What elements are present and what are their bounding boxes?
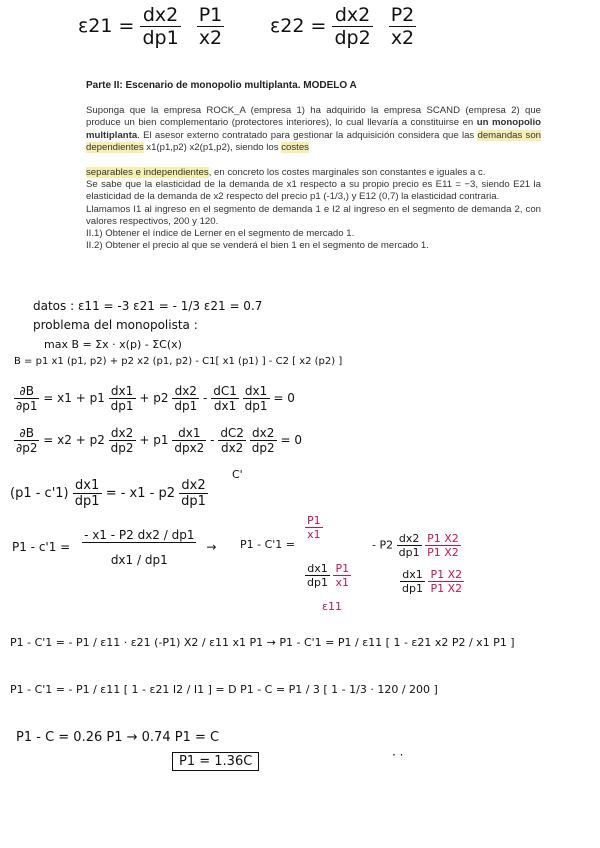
equation-4: P1 - c'1 = $\frac{- x1 - P2 dx2 / dp1}{dx1 / dp1}$ → — [12, 528, 217, 567]
equation-4-rhs: P1 - C'1 = — [240, 538, 296, 551]
e11-red-label: ε11 — [322, 600, 342, 613]
problem-heading: problema del monopolista : — [33, 318, 198, 332]
equation-7: P1 - C = 0.26 P1 → 0.74 P1 = C — [16, 730, 220, 745]
equation-3: (p1 - c'1) $\frac{dx1}{dp1}$ = - x1 - p2 $\frac{dx2}{dp1}$ — [10, 478, 206, 509]
highlight-costs: costes — [281, 141, 309, 153]
e21-fraction-2: $\frac{P1}{x2}$ — [198, 4, 223, 49]
section-title: Parte II: Escenario de monopolio multiplanta. MODELO A — [86, 80, 357, 91]
e21-definition — [78, 4, 224, 49]
foc-p2: $\frac{\partial B}{\partial p2}$ = x2 + p2 $\frac{dx2}{dp2}$ + p1 $\frac{dx1}{\text{dpx2}}$ - $\frac{dC2}{dx2}$ $\frac{dx2}{dp2}$ = 0 — [16, 426, 302, 455]
e22-fraction-2: $\frac{P2}{x2}$ — [390, 4, 415, 49]
c-prime-note: C' — [232, 468, 243, 481]
max-profit: max B = Σx · x(p) - ΣC(x) — [44, 338, 182, 351]
e22-definition — [270, 4, 416, 49]
paragraph-elasticities: Se sabe que la elasticidad de la demanda de x1 respecto a su propio precio es E11 = −3, siendo E21 la elasticidad de la demanda de x2 respecto del precio p1 (-1/3,) y E12 (0,7) la elasticidad contraria. — [86, 179, 541, 203]
given-data: datos : ε11 = -3 ε21 = - 1/3 ε21 = 0.7 — [33, 299, 263, 313]
red-annotation-top: $\frac{P1}{x1}$ — [307, 514, 321, 541]
final-answer-box: P1 = 1.36C — [172, 752, 259, 771]
equation-6: P1 - C'1 = - P1 / ε11 [ 1 - ε21 I2 / I1 ] = D P1 - C = P1 / 3 [ 1 - 1/3 · 120 / 200 ] — [10, 683, 438, 696]
e21-fraction: $\frac{dx2}{dp1}$ — [142, 4, 179, 49]
question-1: II.1) Obtener el índice de Lerner en el segmento de mercado 1. — [86, 228, 355, 240]
e22-fraction: $\frac{dx2}{dp2}$ — [334, 4, 371, 49]
question-2: II.2) Obtener el precio al que se venderá el bien 1 en el segmento de mercado 1. — [86, 240, 429, 252]
profit-function: B = p1 x1 (p1, p2) + p2 x2 (p1, p2) - C1[ x1 (p1) ] - C2 [ x2 (p2) ] — [14, 356, 343, 367]
trailing-dots: · · — [392, 748, 404, 762]
problem-statement — [86, 80, 541, 252]
paragraph-costs: separables e independientes, en concreto los costes marginales son constantes e iguales a c. — [86, 167, 486, 179]
equation-4-second-den: $\frac{dx1}{dp1}$ $\frac{P1 X2}{P1 X2}$ — [402, 568, 463, 595]
e22-label: ε22 = — [270, 15, 327, 37]
equation-5: P1 - C'1 = - P1 / ε11 · ε21 (-P1) X2 / ε11 x1 P1 → P1 - C'1 = P1 / ε11 [ 1 - ε21 x2 P2 / x1 P1 ] — [10, 636, 515, 649]
fraction-dx1-red: $\frac{dx1}{dp1}$ $\frac{P1}{x1}$ — [307, 562, 350, 589]
highlight-separable: separables e independientes — [86, 167, 209, 179]
paragraph-revenues: Llamamos I1 al ingreso en el segmento de demanda 1 e I2 al ingreso en el segmento de demanda 2, con valores respectivos, 200 y 120. — [86, 203, 541, 227]
equation-4-second-term: - P2 $\frac{dx2}{dp1}$ $\frac{P1 X2}{P1 X2}$ — [372, 532, 459, 559]
foc-p1: $\frac{\partial B}{\partial p1}$ = x1 + p1 $\frac{dx1}{dp1}$ + p2 $\frac{dx2}{dp1}$ - $\frac{dC1}{dx1}$ $\frac{dx1}{dp1}$ = 0 — [16, 384, 295, 413]
highlight-dependent-demands: demandas son dependientes — [86, 129, 542, 153]
e21-label: ε21 = — [78, 15, 135, 37]
paragraph-intro: Suponga que la empresa ROCK_A (empresa 1) ha adquirido la empresa SCAND (empresa 2) que produce un bien complementario (protectores interiores), lo cual llevaría a constituirse en un monopolio multiplanta. El asesor externo contratado para gestionar la adquisición considera que las demandas son dependientes x1(p1,p2) x2(p1,p2), siendo los costes — [86, 105, 542, 153]
